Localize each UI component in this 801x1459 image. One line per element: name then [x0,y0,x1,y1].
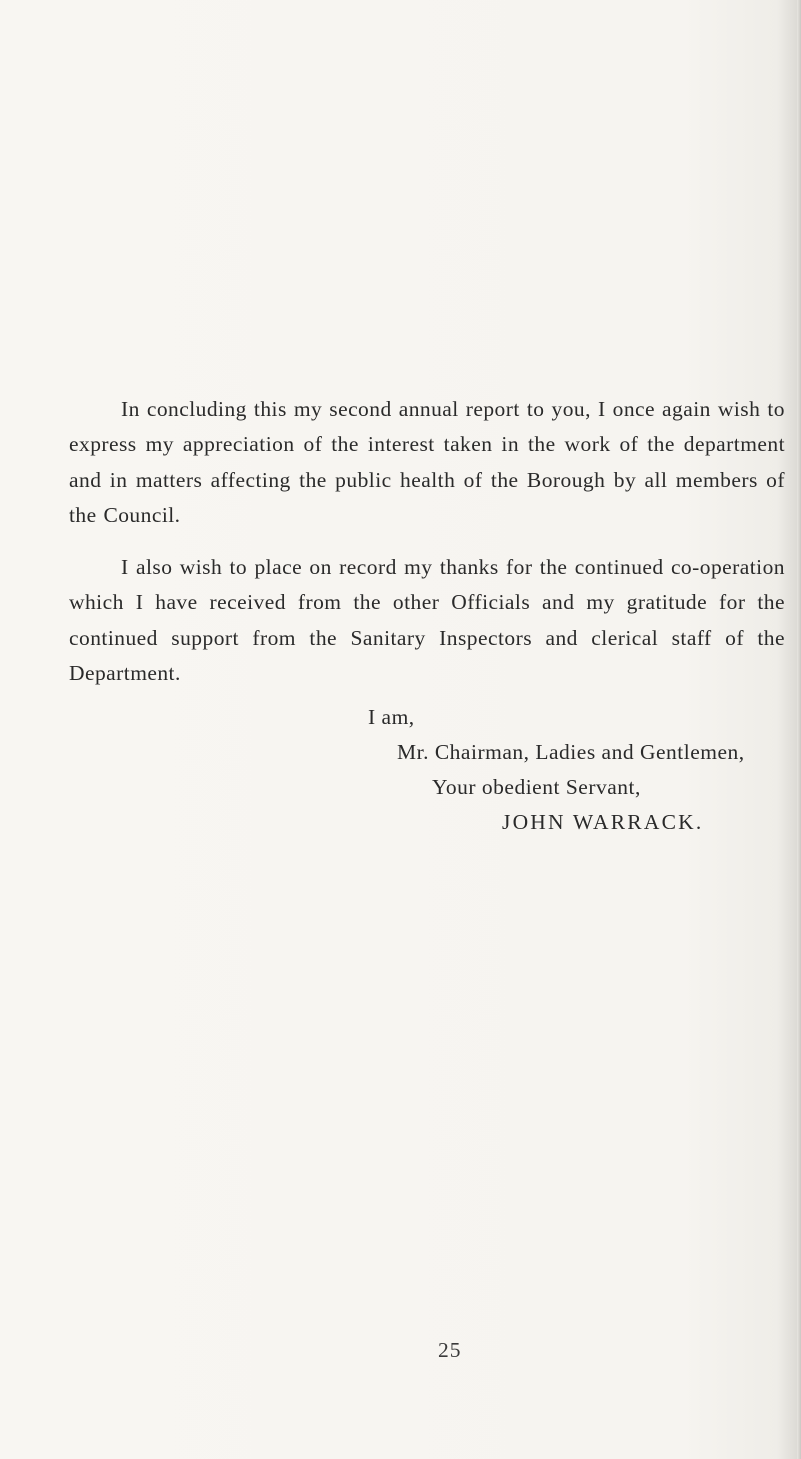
closing-salutation: Mr. Chairman, Ladies and Gentlemen, [397,740,745,764]
closing-obedient-servant: Your obedient Servant, [432,775,641,799]
signature: JOHN WARRACK. [502,810,704,834]
closing-i-am: I am, [368,705,415,729]
paragraph-thanks-text: I also wish to place on record my thanks for the continued co-operation which I have received from the other Officials and my gratitude for the continued support from the Sanitary Inspectors and clerical staff of the Department. [69,555,785,685]
paragraph-thanks [69,550,785,691]
page-edge-shadow [797,0,801,1459]
paragraph-concluding-text: In concluding this my second annual report to you, I once again wish to express my appreciation of the interest taken in the work of the department and in matters affecting the public health of the Borough by all members of the Council. [69,397,785,527]
page-number: 25 [438,1338,462,1362]
paragraph-concluding [69,392,785,533]
